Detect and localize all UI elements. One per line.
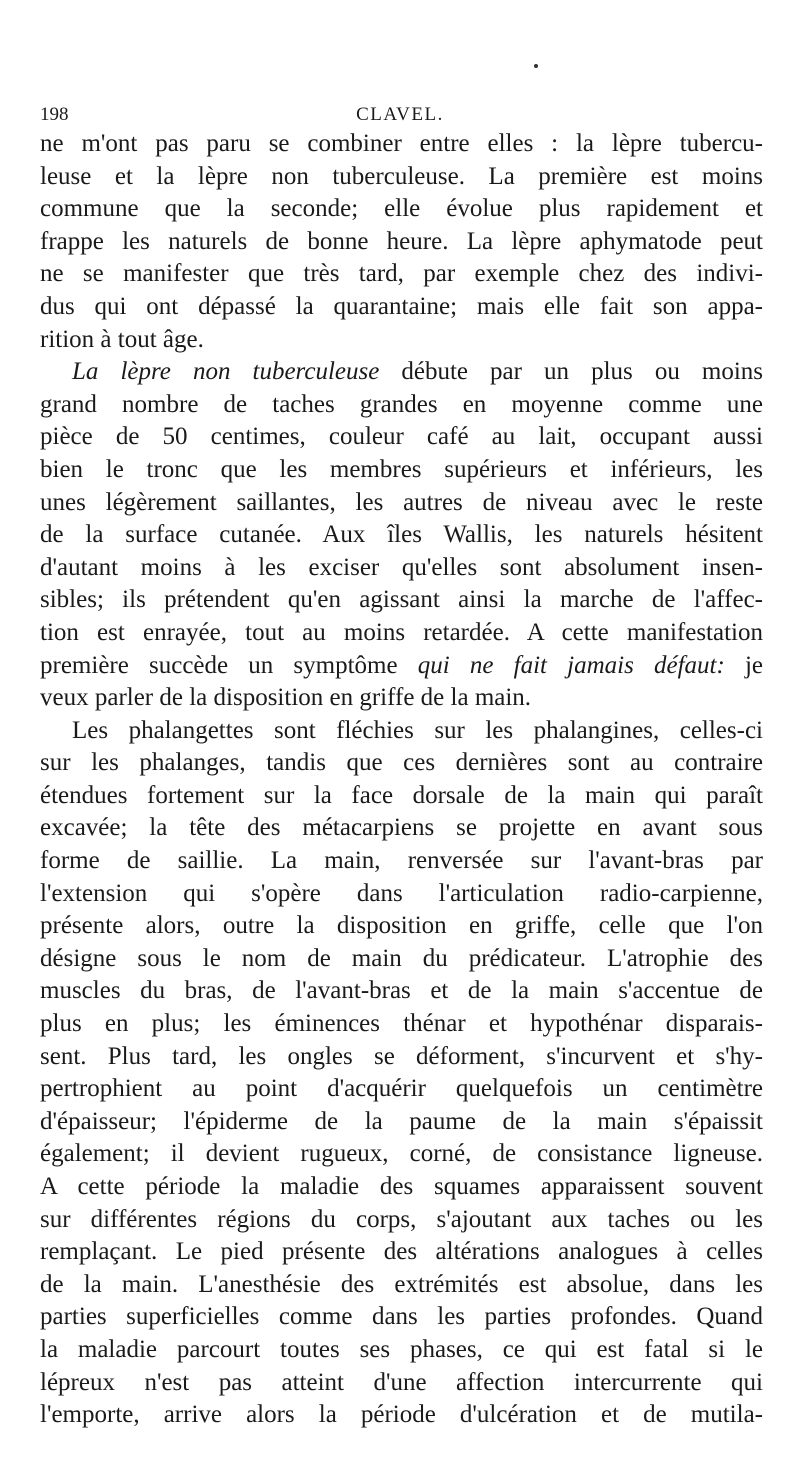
page-header xyxy=(40,104,760,130)
text-line: sur les phalanges, tandis que ces dernières sont au contraire xyxy=(40,749,763,777)
text-line: première succède un symptôme qui ne fait jamais défaut: je xyxy=(40,651,764,679)
text-line: dus qui ont dépassé la quarantaine; mais elle fait son appa- xyxy=(40,292,763,320)
text-line: sibles; ils prétendent qu'en agissant ainsi la marche de l'affec- xyxy=(40,586,763,614)
paragraph xyxy=(40,128,763,356)
text-line: ne se manifester que très tard, par exemple chez des indivi- xyxy=(40,260,763,288)
text-line: Les phalangettes sont fléchies sur les phalangines, celles-ci xyxy=(72,716,763,744)
text-line: rition à tout âge. xyxy=(40,325,204,353)
text-line: leuse et la lèpre non tuberculeuse. La première est moins xyxy=(40,162,763,190)
text-line: bien le tronc que les membres supérieurs et inférieurs, les xyxy=(40,455,763,483)
body-text xyxy=(40,128,763,1432)
text-line: tion est enrayée, tout au moins retardée. A cette manifestation xyxy=(40,618,763,646)
paragraph xyxy=(40,356,763,715)
text-line: A cette période la maladie des squames apparaissent souvent xyxy=(40,1173,763,1200)
print-speck xyxy=(534,64,538,68)
text-line: remplaçant. Le pied présente des altérations analogues à celles xyxy=(40,1238,763,1266)
italic-text: La lèpre non tuberculeuse xyxy=(72,358,380,386)
text-line: la maladie parcourt toutes ses phases, ce qui est fatal si le xyxy=(40,1335,763,1363)
text-line: pièce de 50 centimes, couleur café au lait, occupant aussi xyxy=(40,423,763,451)
text-line: d'épaisseur; l'épiderme de la paume de la main s'épaissit xyxy=(40,1107,763,1135)
text-line: frappe les naturels de bonne heure. La lèpre aphymatode peut xyxy=(40,227,763,255)
text-line: désigne sous le nom de main du prédicateur. L'atrophie des xyxy=(40,944,763,972)
text-line: excavée; la tête des métacarpiens se projette en avant sous xyxy=(40,814,763,842)
paragraph xyxy=(40,715,763,1432)
text-line: sur différentes régions du corps, s'ajoutant aux taches ou les xyxy=(40,1205,763,1233)
text-line: veux parler de la disposition en griffe de la main. xyxy=(40,684,532,712)
text-line: présente alors, outre la disposition en griffe, celle que l'on xyxy=(40,912,763,940)
text-line: l'extension qui s'opère dans l'articulation radio-carpienne, xyxy=(40,879,763,907)
text-line: sent. Plus tard, les ongles se déforment, s'incurvent et s'hy- xyxy=(40,1042,763,1070)
text-line: plus en plus; les éminences thénar et hypothénar disparais- xyxy=(40,1010,763,1038)
italic-text: qui ne fait jamais défaut: xyxy=(417,651,725,679)
text-line: l'emporte, arrive alors la période d'ulcération et de mutila- xyxy=(40,1401,763,1429)
text-line: de la main. L'anesthésie des extrémités est absolue, dans les xyxy=(40,1270,763,1298)
text-line: parties superficielles comme dans les parties profondes. Quand xyxy=(40,1303,763,1331)
text-line: La lèpre non tuberculeuse débute par un plus ou moins xyxy=(72,358,763,386)
text-line: de la surface cutanée. Aux îles Wallis, les naturels hésitent xyxy=(40,521,763,549)
running-title: CLAVEL. xyxy=(356,104,444,125)
text-line: pertrophient au point d'acquérir quelquefois un centimètre xyxy=(40,1075,763,1103)
text-line: d'autant moins à les exciser qu'elles sont absolument insen- xyxy=(40,553,763,581)
text-line: forme de saillie. La main, renversée sur l'avant-bras par xyxy=(40,847,763,875)
text-line: également; il devient rugueux, corné, de consistance ligneuse. xyxy=(40,1140,763,1168)
text-line: étendues fortement sur la face dorsale de la main qui paraît xyxy=(40,781,763,809)
page-number: 198 xyxy=(40,104,69,125)
text-line: muscles du bras, de l'avant-bras et de la main s'accentue de xyxy=(40,977,763,1005)
text-line: grand nombre de taches grandes en moyenne comme une xyxy=(40,390,763,418)
text-line: lépreux n'est pas atteint d'une affection intercurrente qui xyxy=(40,1368,763,1396)
text-line: ne m'ont pas paru se combiner entre elles : la lèpre tubercu- xyxy=(40,130,763,157)
text-line: commune que la seconde; elle évolue plus rapidement et xyxy=(40,195,763,223)
text-line: unes légèrement saillantes, les autres de niveau avec le reste xyxy=(40,488,763,516)
